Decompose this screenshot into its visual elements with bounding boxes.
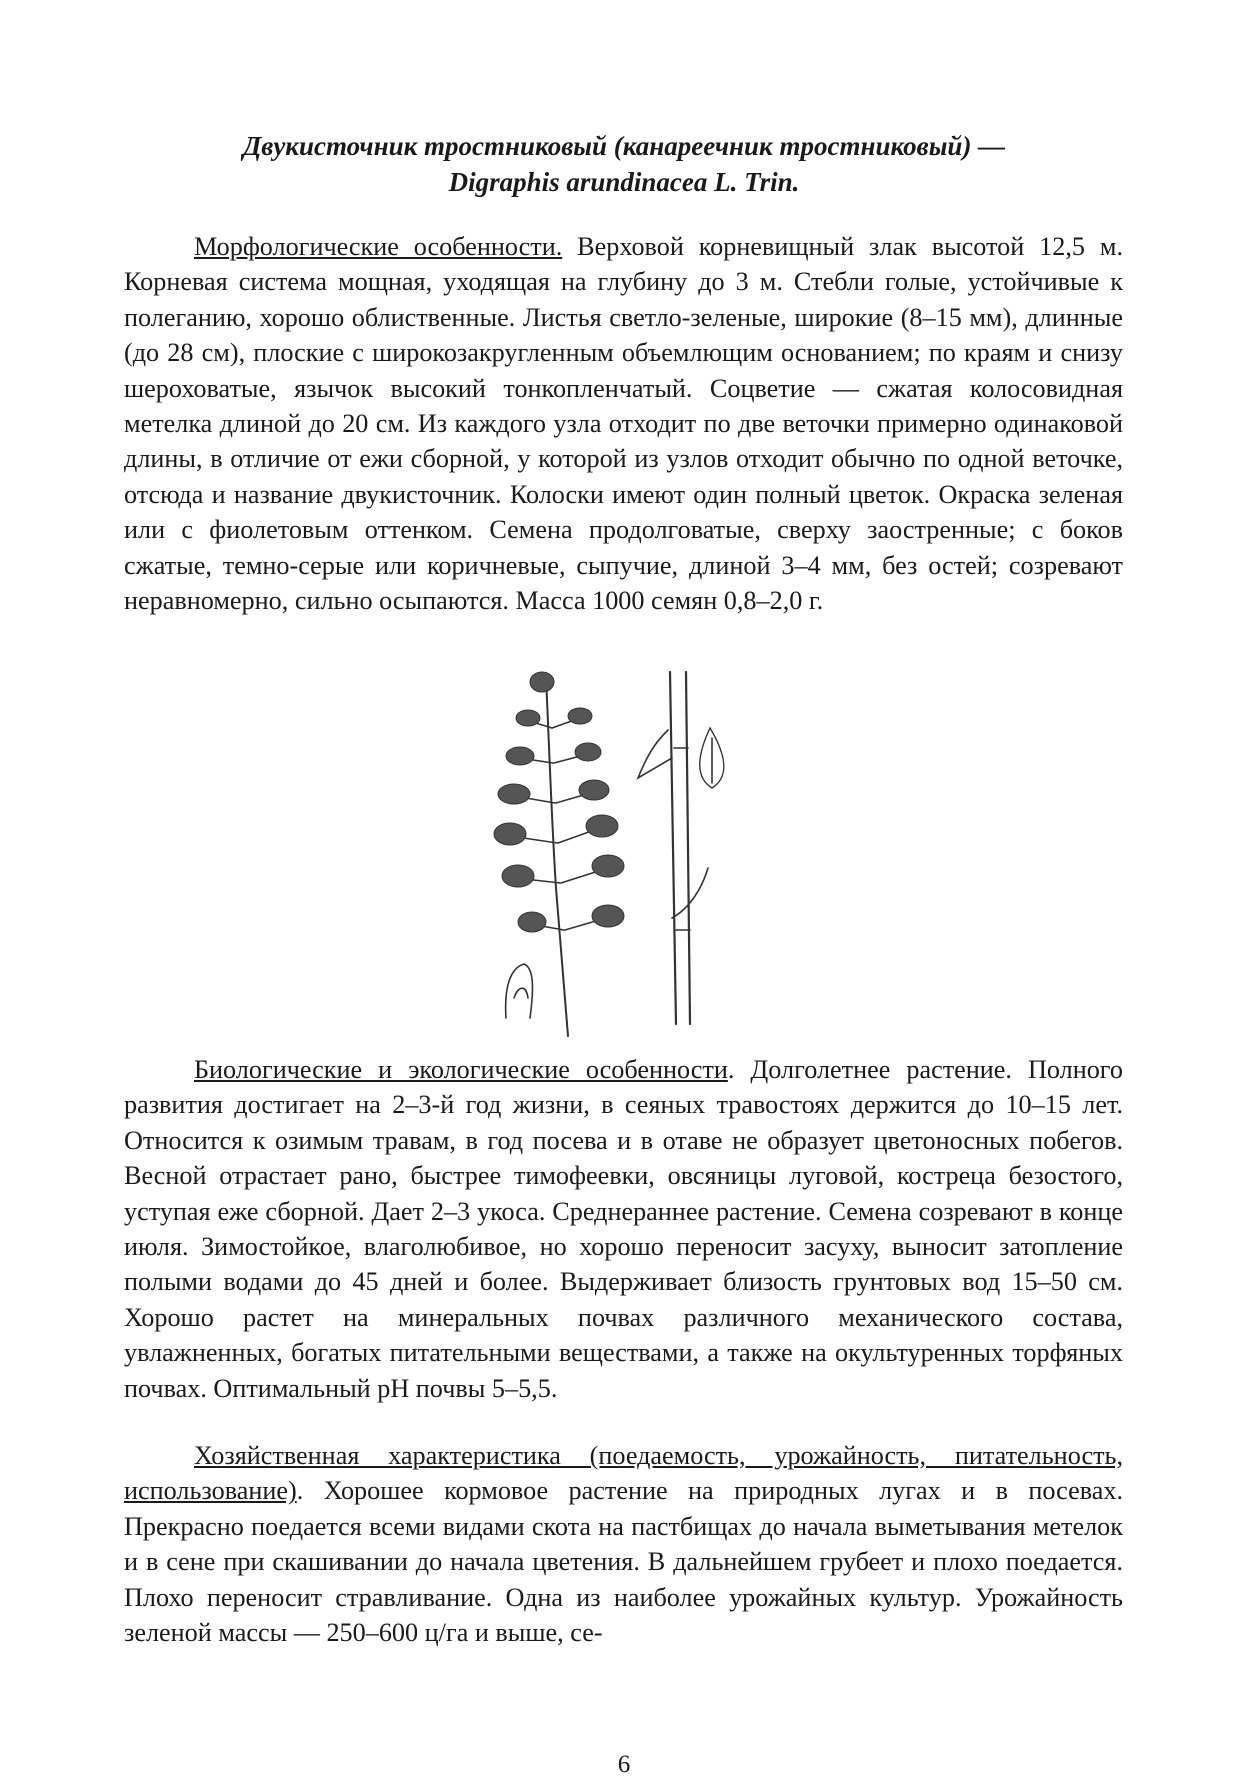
section-heading-morphology: Морфологические особенности. [194, 232, 563, 261]
section-body-biology: . Долголетнее растение. Полного развития достигает на 2–3-й год жизни, в сеяных травостоях держится до 10–15 лет. Относится к озимым травам, в год посева и в отаве не образует цветоносных побегов. Весной отрастает рано, быстрее тимофеевки, овсяницы луговой, костреца безостого, уступая еже сборной. Дает 2–3 укоса. Среднераннее растение. Семена созревают в конце июля. Зимостойкое, влаголюбивое, но хорошо переносит засуху, выносит затопление полыми водами до 45 дней и более. Выдерживает близость грунтовых вод 15–50 см. Хорошо растет на минеральных почвах различного механического состава, увлажненных, богатых питательными веществами, а также на окультуренных торфяных почвах. Оптимальный pH почвы 5–5,5. [124, 1055, 1123, 1403]
paragraph-economic [124, 1438, 1123, 1650]
section-heading-economic: Хозяйственная характеристика (поедаемость, урожайность, питательность, использование) [124, 1441, 1123, 1506]
paragraph-biology [124, 1052, 1123, 1406]
plant-illustration [490, 668, 760, 1038]
section-body-morphology: Верховой корневищный злак высотой 12,5 м. Корневая система мощная, уходящая на глубину до 3 м. Стебли голые, устойчивые к полеганию, хорошо облиственные. Листья светло-зеленые, широкие (8–15 мм), длинные (до 28 см), плоские с широкозакругленным объемлющим основанием; по краям и снизу шероховатые, язычок высокий тонкопленчатый. Соцветие — сжатая колосовидная метелка длиной до 20 см. Из каждого узла отходит по две веточки примерно одинаковой длины, в отличие от ежи сборной, у которой из узлов отходит обычно по одной веточке, отсюда и название двукисточник. Колоски имеют один полный цветок. Окраска зеленая или с фиолетовым оттенком. Семена продолговатые, сверху заостренные; с боков сжатые, темно-серые или коричневые, сыпучие, длиной 3–4 мм, без остей; созревают неравномерно, сильно осыпаются. Масса 1000 семян 0,8–2,0 г. [124, 232, 1123, 616]
paragraph-morphology [124, 229, 1123, 618]
title-latin: Digraphis arundinacea L. Trin. [448, 167, 800, 197]
section-body-economic: . Хорошее кормовое растение на природных лугах и в посевах. Прекрасно поедается всеми видами скота на пастбищах до начала выметывания метелок и в сене при скашивании до начала цветения. В дальнейшем грубеет и плохо поедается. Плохо переносит стравливание. Одна из наиболее урожайных культур. Урожайность зеленой массы — 250–600 ц/га и выше, се- [124, 1476, 1123, 1648]
title-russian: Двукисточник тростниковый (канареечник тростниковый) — [242, 131, 1006, 161]
section-heading-biology: Биологические и экологические особенности [194, 1055, 728, 1084]
page-number: 6 [617, 1751, 631, 1778]
